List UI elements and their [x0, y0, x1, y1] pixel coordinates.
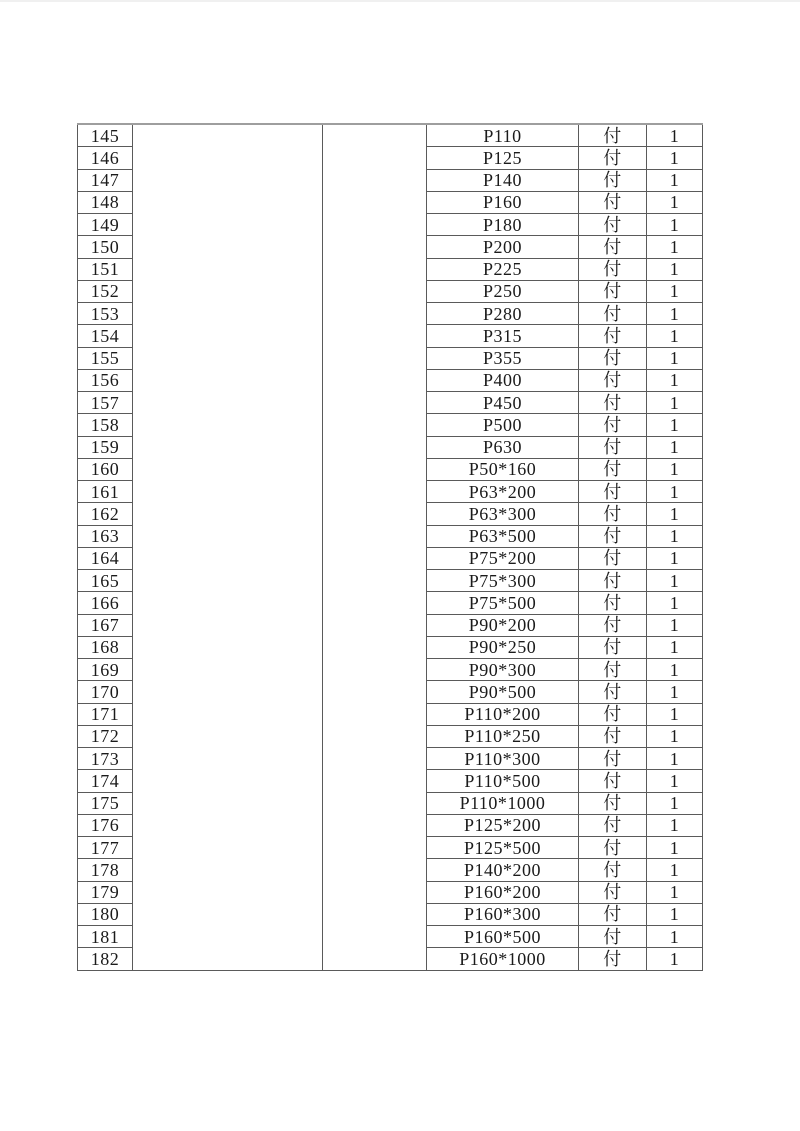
quantity-cell: 1 [647, 325, 703, 347]
spec-cell: P90*300 [427, 659, 579, 681]
spec-cell: P63*200 [427, 481, 579, 503]
spec-cell: P250 [427, 280, 579, 302]
unit-cell: 付 [579, 325, 647, 347]
quantity-cell: 1 [647, 392, 703, 414]
row-number-cell: 156 [78, 369, 133, 391]
row-number-cell: 168 [78, 636, 133, 658]
row-number-cell: 159 [78, 436, 133, 458]
spec-cell: P125*500 [427, 837, 579, 859]
unit-cell: 付 [579, 725, 647, 747]
spec-cell: P110*1000 [427, 792, 579, 814]
table-row [78, 124, 703, 147]
row-number-cell: 162 [78, 503, 133, 525]
quantity-cell: 1 [647, 303, 703, 325]
unit-cell: 付 [579, 636, 647, 658]
spec-cell: P160*300 [427, 903, 579, 925]
spec-cell: P63*300 [427, 503, 579, 525]
row-number-cell: 178 [78, 859, 133, 881]
spec-cell: P140 [427, 169, 579, 191]
quantity-cell: 1 [647, 814, 703, 836]
unit-cell: 付 [579, 525, 647, 547]
unit-cell: 付 [579, 903, 647, 925]
unit-cell: 付 [579, 303, 647, 325]
row-number-cell: 173 [78, 748, 133, 770]
quantity-cell: 1 [647, 770, 703, 792]
quantity-cell: 1 [647, 147, 703, 169]
spec-cell: P355 [427, 347, 579, 369]
row-number-cell: 151 [78, 258, 133, 280]
blank-wide-cell [133, 124, 323, 971]
spec-cell: P50*160 [427, 458, 579, 480]
unit-cell: 付 [579, 436, 647, 458]
unit-cell: 付 [579, 347, 647, 369]
parts-table [77, 123, 703, 971]
spec-cell: P110*500 [427, 770, 579, 792]
spec-cell: P110*250 [427, 725, 579, 747]
unit-cell: 付 [579, 570, 647, 592]
quantity-cell: 1 [647, 369, 703, 391]
unit-cell: 付 [579, 414, 647, 436]
row-number-cell: 158 [78, 414, 133, 436]
spec-cell: P63*500 [427, 525, 579, 547]
unit-cell: 付 [579, 659, 647, 681]
page-top-edge [0, 0, 800, 2]
quantity-cell: 1 [647, 881, 703, 903]
spec-cell: P315 [427, 325, 579, 347]
row-number-cell: 149 [78, 214, 133, 236]
row-number-cell: 166 [78, 592, 133, 614]
unit-cell: 付 [579, 369, 647, 391]
quantity-cell: 1 [647, 547, 703, 569]
row-number-cell: 177 [78, 837, 133, 859]
spec-cell: P90*250 [427, 636, 579, 658]
unit-cell: 付 [579, 503, 647, 525]
row-number-cell: 175 [78, 792, 133, 814]
row-number-cell: 176 [78, 814, 133, 836]
spec-cell: P125 [427, 147, 579, 169]
quantity-cell: 1 [647, 859, 703, 881]
quantity-cell: 1 [647, 659, 703, 681]
spec-cell: P200 [427, 236, 579, 258]
unit-cell: 付 [579, 214, 647, 236]
row-number-cell: 179 [78, 881, 133, 903]
row-number-cell: 181 [78, 926, 133, 948]
spec-cell: P90*500 [427, 681, 579, 703]
row-number-cell: 153 [78, 303, 133, 325]
spec-cell: P110 [427, 124, 579, 147]
row-number-cell: 152 [78, 280, 133, 302]
unit-cell: 付 [579, 392, 647, 414]
quantity-cell: 1 [647, 614, 703, 636]
unit-cell: 付 [579, 481, 647, 503]
unit-cell: 付 [579, 926, 647, 948]
row-number-cell: 145 [78, 124, 133, 147]
quantity-cell: 1 [647, 124, 703, 147]
unit-cell: 付 [579, 547, 647, 569]
quantity-cell: 1 [647, 703, 703, 725]
quantity-cell: 1 [647, 681, 703, 703]
spec-cell: P180 [427, 214, 579, 236]
spec-cell: P160 [427, 191, 579, 213]
spec-cell: P160*500 [427, 926, 579, 948]
unit-cell: 付 [579, 592, 647, 614]
row-number-cell: 165 [78, 570, 133, 592]
row-number-cell: 164 [78, 547, 133, 569]
spec-cell: P90*200 [427, 614, 579, 636]
row-number-cell: 171 [78, 703, 133, 725]
unit-cell: 付 [579, 859, 647, 881]
unit-cell: 付 [579, 258, 647, 280]
spec-cell: P110*200 [427, 703, 579, 725]
unit-cell: 付 [579, 280, 647, 302]
unit-cell: 付 [579, 458, 647, 480]
quantity-cell: 1 [647, 414, 703, 436]
spec-cell: P125*200 [427, 814, 579, 836]
row-number-cell: 155 [78, 347, 133, 369]
spec-cell: P400 [427, 369, 579, 391]
blank-narrow-cell [323, 124, 427, 971]
quantity-cell: 1 [647, 837, 703, 859]
unit-cell: 付 [579, 881, 647, 903]
quantity-cell: 1 [647, 236, 703, 258]
quantity-cell: 1 [647, 636, 703, 658]
quantity-cell: 1 [647, 280, 703, 302]
quantity-cell: 1 [647, 903, 703, 925]
unit-cell: 付 [579, 614, 647, 636]
quantity-cell: 1 [647, 792, 703, 814]
quantity-cell: 1 [647, 436, 703, 458]
row-number-cell: 157 [78, 392, 133, 414]
unit-cell: 付 [579, 770, 647, 792]
quantity-cell: 1 [647, 748, 703, 770]
unit-cell: 付 [579, 169, 647, 191]
spec-cell: P280 [427, 303, 579, 325]
row-number-cell: 174 [78, 770, 133, 792]
row-number-cell: 163 [78, 525, 133, 547]
spec-cell: P500 [427, 414, 579, 436]
quantity-cell: 1 [647, 592, 703, 614]
row-number-cell: 170 [78, 681, 133, 703]
row-number-cell: 150 [78, 236, 133, 258]
spec-cell: P140*200 [427, 859, 579, 881]
quantity-cell: 1 [647, 458, 703, 480]
spec-cell: P75*500 [427, 592, 579, 614]
row-number-cell: 169 [78, 659, 133, 681]
spec-cell: P75*200 [427, 547, 579, 569]
quantity-cell: 1 [647, 214, 703, 236]
row-number-cell: 182 [78, 948, 133, 971]
spec-cell: P160*200 [427, 881, 579, 903]
quantity-cell: 1 [647, 926, 703, 948]
quantity-cell: 1 [647, 525, 703, 547]
row-number-cell: 172 [78, 725, 133, 747]
quantity-cell: 1 [647, 258, 703, 280]
quantity-cell: 1 [647, 481, 703, 503]
spec-cell: P450 [427, 392, 579, 414]
unit-cell: 付 [579, 948, 647, 971]
unit-cell: 付 [579, 814, 647, 836]
unit-cell: 付 [579, 124, 647, 147]
unit-cell: 付 [579, 748, 647, 770]
quantity-cell: 1 [647, 948, 703, 971]
row-number-cell: 154 [78, 325, 133, 347]
quantity-cell: 1 [647, 725, 703, 747]
row-number-cell: 167 [78, 614, 133, 636]
quantity-cell: 1 [647, 503, 703, 525]
row-number-cell: 146 [78, 147, 133, 169]
unit-cell: 付 [579, 147, 647, 169]
row-number-cell: 160 [78, 458, 133, 480]
spec-cell: P225 [427, 258, 579, 280]
unit-cell: 付 [579, 191, 647, 213]
row-number-cell: 161 [78, 481, 133, 503]
quantity-cell: 1 [647, 347, 703, 369]
row-number-cell: 147 [78, 169, 133, 191]
quantity-cell: 1 [647, 191, 703, 213]
unit-cell: 付 [579, 681, 647, 703]
unit-cell: 付 [579, 703, 647, 725]
spec-cell: P160*1000 [427, 948, 579, 971]
quantity-cell: 1 [647, 169, 703, 191]
unit-cell: 付 [579, 792, 647, 814]
row-number-cell: 180 [78, 903, 133, 925]
row-number-cell: 148 [78, 191, 133, 213]
unit-cell: 付 [579, 236, 647, 258]
spec-cell: P630 [427, 436, 579, 458]
unit-cell: 付 [579, 837, 647, 859]
quantity-cell: 1 [647, 570, 703, 592]
spec-cell: P110*300 [427, 748, 579, 770]
spec-cell: P75*300 [427, 570, 579, 592]
parts-table-body [78, 124, 703, 971]
